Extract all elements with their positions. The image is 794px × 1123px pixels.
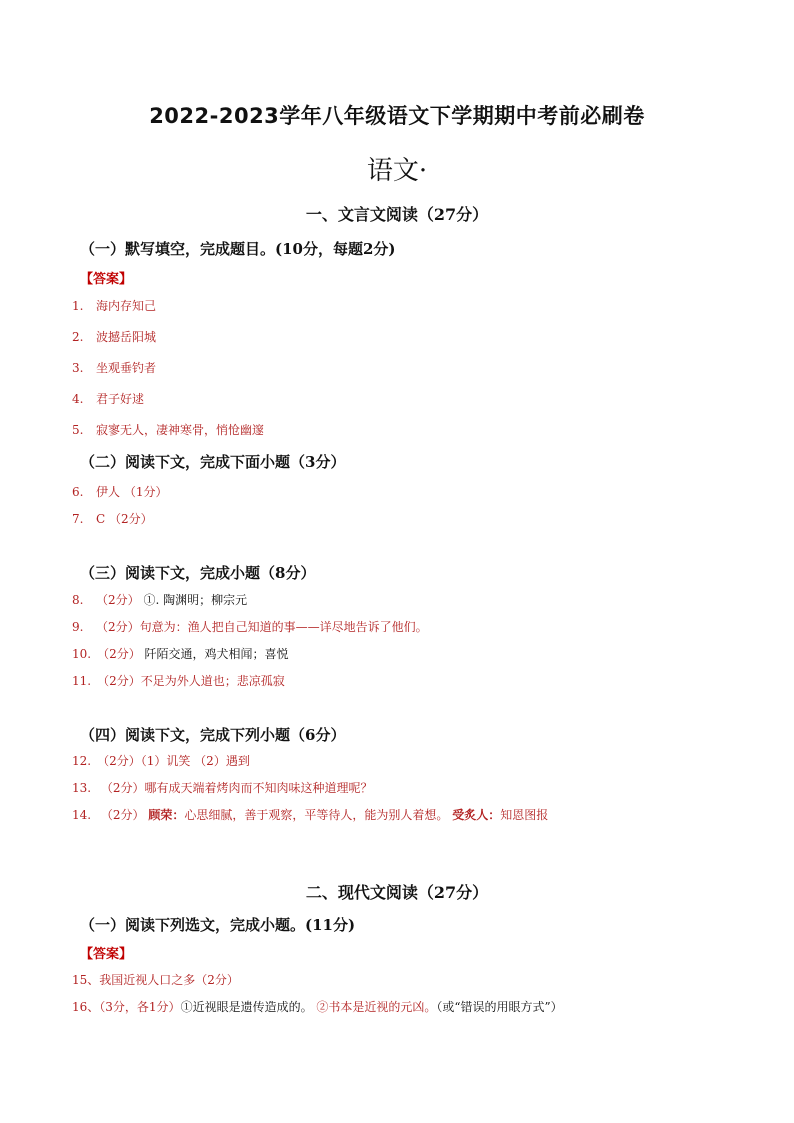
- item-number: 1.: [72, 299, 84, 313]
- item-number: 6.: [72, 485, 84, 499]
- answer-item-6: [72, 483, 167, 500]
- item-score: （2分）: [97, 754, 141, 768]
- item-text: ②书本是近视的元凶。: [312, 1000, 437, 1014]
- item-number: 13.: [72, 781, 92, 795]
- item-text: （或“错误的用眼方式”）: [436, 1000, 563, 1014]
- item-number: 4.: [72, 392, 84, 406]
- item-number: 15、: [72, 973, 100, 987]
- document-title: 2022-2023学年八年级语文下学期期中考前必刷卷: [149, 104, 645, 128]
- item-score: （2分）: [97, 808, 149, 822]
- answer-item-9: [72, 618, 428, 635]
- item-text: 阡陌交通，鸡犬相闻；喜悦: [144, 647, 289, 661]
- item-score: （2分）: [96, 620, 140, 634]
- item-number: 11.: [72, 674, 92, 688]
- item-text: 哪有成天端着烤肉而不知肉味这种道理呢？: [144, 781, 373, 795]
- document-subject: 语文·: [366, 156, 428, 186]
- answer-item-2: [72, 328, 156, 345]
- item-score: （2分）: [97, 647, 145, 661]
- section-1-4-title: （四）阅读下文，完成下列小题（6分）: [80, 726, 346, 744]
- item-label: 受炙人：: [452, 808, 501, 822]
- answer-tag: 【答案】: [80, 272, 133, 287]
- part-2-title: 二、现代文阅读（27分）: [305, 883, 489, 902]
- item-text: 坐观垂钓者: [96, 361, 157, 375]
- item-text: 君子好逑: [96, 392, 145, 406]
- answer-item-12: [72, 752, 250, 769]
- answer-item-15: [72, 971, 239, 988]
- answer-item-10: [72, 645, 289, 662]
- item-text: ①. 陶渊明；柳宗元: [143, 593, 248, 607]
- answer-item-7: [72, 510, 153, 527]
- item-label: 顾荣：: [148, 808, 185, 822]
- item-text: 伊人 （1分）: [96, 485, 168, 499]
- item-number: 2.: [72, 330, 84, 344]
- item-text: 波撼岳阳城: [96, 330, 157, 344]
- answer-item-13: [72, 779, 373, 796]
- item-number: 8.: [72, 593, 84, 607]
- item-text: 句意为：渔人把自己知道的事——详尽地告诉了他们。: [139, 620, 428, 634]
- answer-item-11: [72, 672, 285, 689]
- item-number: 14.: [72, 808, 92, 822]
- item-number: 12.: [72, 754, 92, 768]
- section-1-1-title: （一）默写填空，完成题目。(10分，每题2分): [80, 240, 396, 258]
- answer-item-8: [72, 591, 247, 608]
- item-text: 寂寥无人，凄神寒骨，悄怆幽邃: [96, 423, 265, 437]
- item-score: （2分）: [97, 781, 145, 795]
- answer-tag: 【答案】: [80, 947, 133, 962]
- item-text: ①近视眼是遗传造成的。: [180, 1000, 313, 1014]
- item-score: （2分）: [97, 674, 141, 688]
- section-1-3-title: （三）阅读下文，完成小题（8分）: [80, 564, 316, 582]
- item-text: 知恩图报: [500, 808, 549, 822]
- part-1-title: 一、文言文阅读（27分）: [305, 205, 489, 224]
- answer-item-14: [72, 806, 548, 823]
- item-number: 9.: [72, 620, 84, 634]
- section-1-2-title: （二）阅读下文，完成下面小题（3分）: [80, 453, 346, 471]
- item-text: C （2分）: [96, 512, 153, 526]
- answer-item-3: [72, 359, 156, 376]
- item-number: 3.: [72, 361, 84, 375]
- item-score: （3分，各1分）: [99, 1000, 181, 1014]
- answer-item-4: [72, 390, 144, 407]
- item-text: 不足为外人道也；悲凉孤寂: [140, 674, 285, 688]
- item-text: 心思细腻，善于观察，平等待人，能为别人着想。: [184, 808, 453, 822]
- item-number: 10.: [72, 647, 92, 661]
- item-number: 7.: [72, 512, 84, 526]
- section-2-1-title: （一）阅读下列选文，完成小题。(11分): [80, 916, 356, 934]
- item-text: 我国近视人口之多（2分）: [99, 973, 239, 987]
- item-text: 海内存知己: [96, 299, 157, 313]
- item-number: 16、: [72, 1000, 100, 1014]
- item-number: 5.: [72, 423, 84, 437]
- answer-item-1: [72, 297, 156, 314]
- item-text: （1）讥笑 （2）遇到: [140, 754, 250, 768]
- answer-item-5: [72, 421, 264, 438]
- answer-item-16: [72, 998, 563, 1015]
- item-score: （2分）: [96, 593, 144, 607]
